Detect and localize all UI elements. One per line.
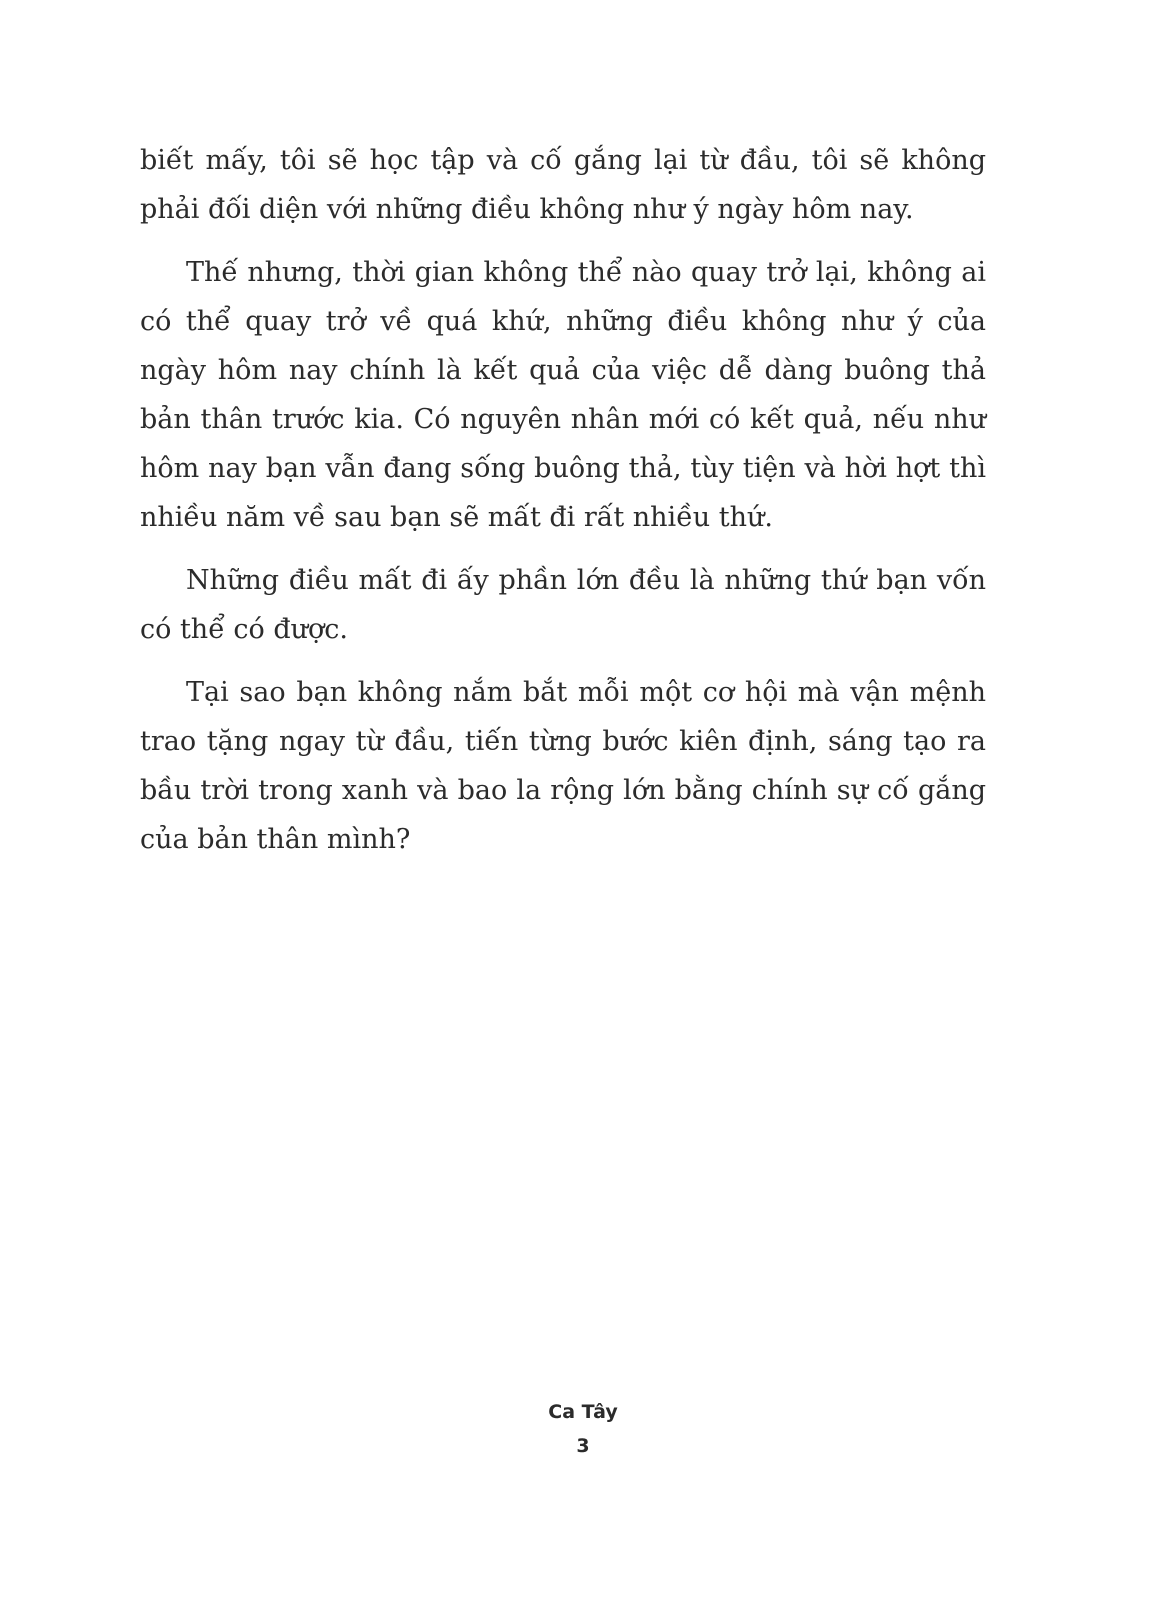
page-number: 3: [576, 1435, 590, 1457]
paragraph-continued: biết mấy, tôi sẽ học tập và cố gắng lại từ đầu, tôi sẽ không phải đối diện với những điều không như ý ngày hôm nay.: [140, 145, 986, 225]
footer-author: Ca Tây: [548, 1401, 618, 1423]
body-text: [140, 136, 986, 878]
paragraph: Thế nhưng, thời gian không thể nào quay trở lại, không ai có thể quay trở về quá khứ, những điều không như ý của ngày hôm nay chính là kết quả của việc dễ dàng buông thả bản thân trước kia. Có nguyên nhân mới có kết quả, nếu như hôm nay bạn vẫn đang sống buông thả, tùy tiện và hời hợt thì nhiều năm về sau bạn sẽ mất đi rất nhiều thứ.: [140, 257, 986, 533]
paragraph: Những điều mất đi ấy phần lớn đều là những thứ bạn vốn có thể có được.: [140, 565, 986, 645]
paragraph: Tại sao bạn không nắm bắt mỗi một cơ hội mà vận mệnh trao tặng ngay từ đầu, tiến từng bước kiên định, sáng tạo ra bầu trời trong xanh và bao la rộng lớn bằng chính sự cố gắng của bản thân mình?: [140, 677, 986, 855]
